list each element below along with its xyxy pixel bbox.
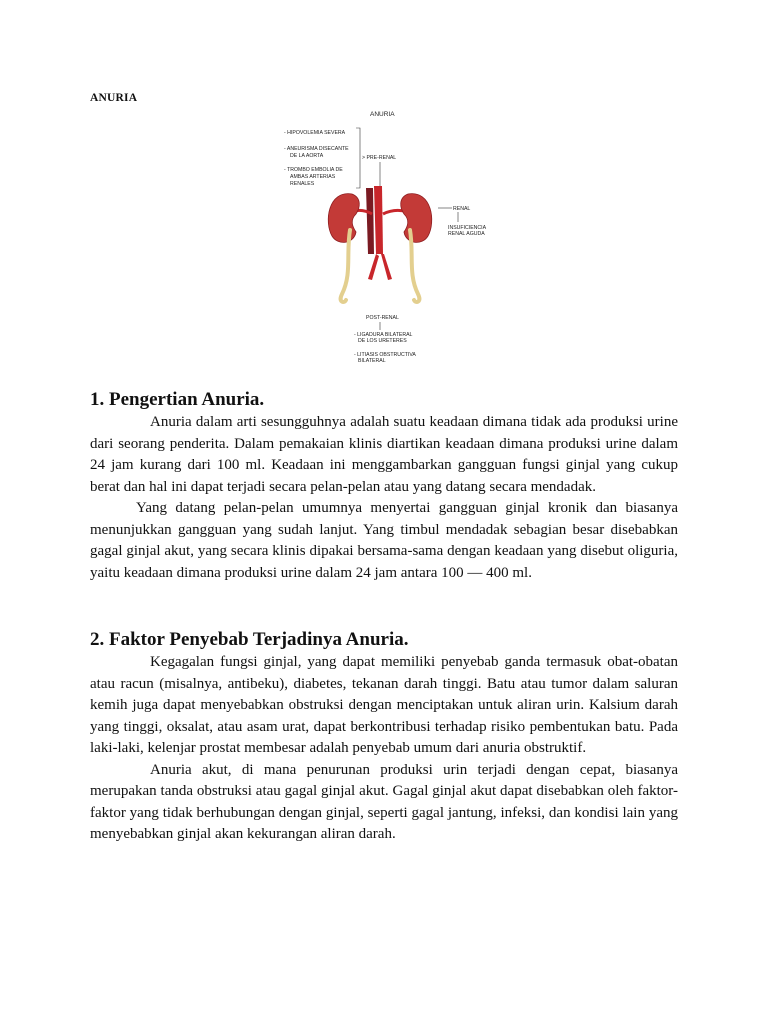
section-2-paragraph-1: Kegagalan fungsi ginjal, yang dapat memiliki penyebab ganda termasuk obat-obatan atau racun (misalnya, antibeku), diabetes, tekanan darah tinggi. Batu atau tumor dalam saluran kemih juga dapat menyebabkan obstruksi dengan menciptakan untuk aliran urin. Kalsium darah yang tinggi, oksalat, atau asam urat, dapat berkontribusi terhadap risiko pembentukan batu. Pada laki-laki, kelenjar prostat membesar adalah penyebab umum dari anuria obstruktif. <box>90 654 678 756</box>
postrenal-label: POST-RENAL <box>366 315 399 321</box>
prerenal-bracket <box>356 128 360 188</box>
vena-cava-shape <box>366 188 374 254</box>
document-label: ANURIA <box>90 92 138 104</box>
postrenal-cause-1b: DE LOS URETERES <box>358 338 407 344</box>
section-1-paragraph-1: Anuria dalam arti sesungguhnya adalah suatu keadaan dimana tidak ada produksi urine dari seorang penderita. Dalam pemakaian klinis diartikan keadaan dimana produksi urine dalam 24 jam kurang dari 100 ml. Keadaan ini menggambarkan gangguan fungsi ginjal yang cukup berat dan hal ini dapat terjadi secara pelan-pelan atau yang datang secara mendadak. <box>90 414 678 495</box>
prerenal-cause-2: - ANEURISMA DISECANTE <box>284 146 349 152</box>
prerenal-cause-3b: AMBAS ARTERIAS <box>290 174 336 180</box>
renal-cause-1: INSUFICIENCIA <box>448 225 487 231</box>
section-2-paragraph-2: Anuria akut, di mana penurunan produksi urin terjadi dengan cepat, biasanya merupakan tanda obstruksi atau gagal ginjal akut. Gagal ginjal akut dapat disebabkan oleh faktor-faktor yang tidak berhubungan dengan ginjal, seperti gagal jantung, infeksi, dan kondisi lain yang menyebabkan ginjal akan kekurangan aliran darah. <box>90 761 678 842</box>
section-pengertian <box>90 388 678 584</box>
renal-label: RENAL <box>453 206 471 212</box>
section-faktor-penyebab <box>90 628 678 846</box>
iliac-left-shape <box>368 254 379 280</box>
left-kidney <box>328 194 359 243</box>
kidney-diagram-svg <box>280 104 487 369</box>
right-kidney <box>401 194 432 243</box>
postrenal-cause-1a: - LIGADURA BILATERAL <box>354 332 413 338</box>
figure-title: ANURIA <box>370 111 395 118</box>
postrenal-cause-2b: BILATERAL <box>358 358 386 364</box>
prerenal-cause-3c: RENALES <box>290 181 315 187</box>
section-1-paragraph-2: Yang datang pelan-pelan umumnya menyertai gangguan ginjal kronik dan biasanya menunjukkan gangguan yang sudah lanjut. Yang timbul mendadak sebagian besar disebabkan gagal ginjal akut, yang secara klinis dipakai bersama-sama dengan keadaan yang disebut oliguria, yaitu keadaan dimana produksi urine dalam 24 jam antara 100 — 400 ml. <box>90 500 678 581</box>
iliac-right-shape <box>381 254 392 280</box>
section-1-title: 1. Pengertian Anuria. <box>90 389 265 410</box>
aorta-shape <box>374 186 383 254</box>
prerenal-cause-1: - HIPOVOLEMIA SEVERA <box>284 130 346 136</box>
postrenal-cause-2a: - LITIASIS OBSTRUCTIVA <box>354 352 416 358</box>
prerenal-cause-3: - TROMBO EMBOLIA DE <box>284 167 343 173</box>
kidney-diagram <box>280 104 487 369</box>
prerenal-label: > PRE-RENAL <box>362 155 397 161</box>
prerenal-cause-2b: DE LA AORTA <box>290 153 324 159</box>
section-2-title: 2. Faktor Penyebab Terjadinya Anuria. <box>90 629 409 650</box>
renal-cause-2: RENAL AGUDA <box>448 231 485 237</box>
